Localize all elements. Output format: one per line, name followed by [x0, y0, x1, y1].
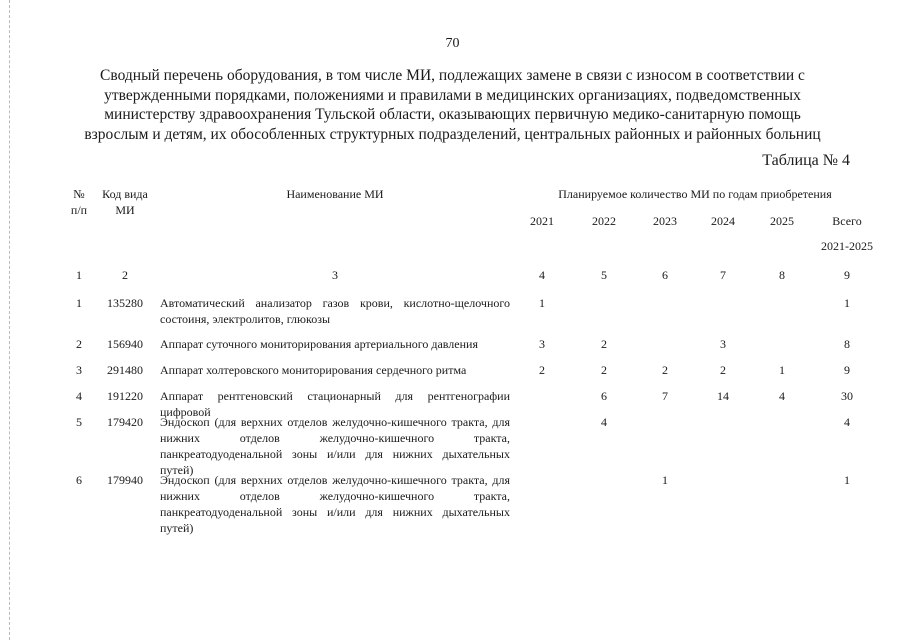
- document-title: Сводный перечень оборудования, в том числе МИ, подлежащих замене в связи с износом в соответствии с утвержденными порядками, положениями и правилами в медицинских организациях, подведомственных министерству здравоохранения Тульской области, оказывающих первичную медико-санитарную помощь взрослым и детям, их обособленных структурных подразделений, центральных районных и районных больниц: [84, 67, 821, 143]
- row-num: 4: [76, 389, 82, 403]
- header-year-2024: 2024: [711, 214, 735, 228]
- row-2022: 2: [601, 337, 607, 351]
- table-label: Таблица № 4: [762, 152, 850, 169]
- row-2021: 3: [539, 337, 545, 351]
- row-name: Автоматический анализатор газов крови, кислотно-щелочного состоиня, электролитов, глюкозы: [160, 296, 510, 326]
- row-code: 179420: [107, 415, 143, 429]
- page-number: 70: [445, 36, 460, 51]
- row-total: 30: [841, 389, 853, 403]
- header-code: [95, 186, 155, 218]
- row-name: Эндоскоп (для верхних отделов желудочно-кишечного тракта, для нижних отделов желудочно-кишечного тракта, панкреатодуоденальной зоны и/или для нижних дыхательных путей): [160, 473, 510, 535]
- row-2022: 4: [601, 415, 607, 429]
- row-2021: 2: [539, 363, 545, 377]
- row-2023: 2: [662, 363, 668, 377]
- row-num: 5: [76, 415, 82, 429]
- header-planned: Планируемое количество МИ по годам приобретения: [558, 187, 832, 201]
- margin-line: [9, 0, 10, 640]
- column-number: 1: [76, 268, 82, 282]
- row-2025: 4: [779, 389, 785, 403]
- row-num: 2: [76, 337, 82, 351]
- column-number: 3: [332, 268, 338, 282]
- column-number: 4: [539, 268, 545, 282]
- column-number: 6: [662, 268, 668, 282]
- row-num: 3: [76, 363, 82, 377]
- header-code-line2: МИ: [115, 203, 135, 217]
- column-number: 7: [720, 268, 726, 282]
- row-name: Аппарат суточного мониторирования артериального давления: [160, 337, 478, 351]
- row-2023: 7: [662, 389, 668, 403]
- header-year-2022: 2022: [592, 214, 616, 228]
- row-2022: 2: [601, 363, 607, 377]
- header-total: Всего: [832, 214, 862, 228]
- header-name: Наименование МИ: [286, 187, 384, 201]
- column-number: 8: [779, 268, 785, 282]
- row-2023: 1: [662, 473, 668, 487]
- row-name: Аппарат холтеровского мониторирования сердечного ритма: [160, 363, 467, 377]
- row-total: 9: [844, 363, 850, 377]
- header-code-line1: Код вида: [102, 187, 148, 201]
- row-name: Аппарат рентгеновский стационарный для рентгенографии цифровой: [160, 389, 510, 419]
- row-code: 179940: [107, 473, 143, 487]
- row-total: 8: [844, 337, 850, 351]
- column-number: 5: [601, 268, 607, 282]
- row-2025: 1: [779, 363, 785, 377]
- row-name: Эндоскоп (для верхних отделов желудочно-кишечного тракта, для нижних отделов желудочно-кишечного тракта, панкреатодуоденальной зоны и/или для нижних дыхательных путей): [160, 415, 510, 477]
- row-code: 135280: [107, 296, 143, 310]
- header-year-2021: 2021: [530, 214, 554, 228]
- row-code: 191220: [107, 389, 143, 403]
- row-total: 1: [844, 296, 850, 310]
- row-code: 156940: [107, 337, 143, 351]
- header-num-line2: п/п: [70, 203, 88, 217]
- row-total: 1: [844, 473, 850, 487]
- header-total-years: 2021-2025: [821, 239, 873, 253]
- row-total: 4: [844, 415, 850, 429]
- row-2021: 1: [539, 296, 545, 310]
- column-number: 9: [844, 268, 850, 282]
- row-num: 6: [76, 473, 82, 487]
- column-number: 2: [122, 268, 128, 282]
- row-2024: 3: [720, 337, 726, 351]
- row-2024: 2: [720, 363, 726, 377]
- header-year-2025: 2025: [770, 214, 794, 228]
- header-year-2023: 2023: [653, 214, 677, 228]
- row-2022: 6: [601, 389, 607, 403]
- header-num-line1: №: [73, 187, 85, 201]
- row-2024: 14: [717, 389, 729, 403]
- row-num: 1: [76, 296, 82, 310]
- row-code: 291480: [107, 363, 143, 377]
- header-num: [64, 186, 94, 218]
